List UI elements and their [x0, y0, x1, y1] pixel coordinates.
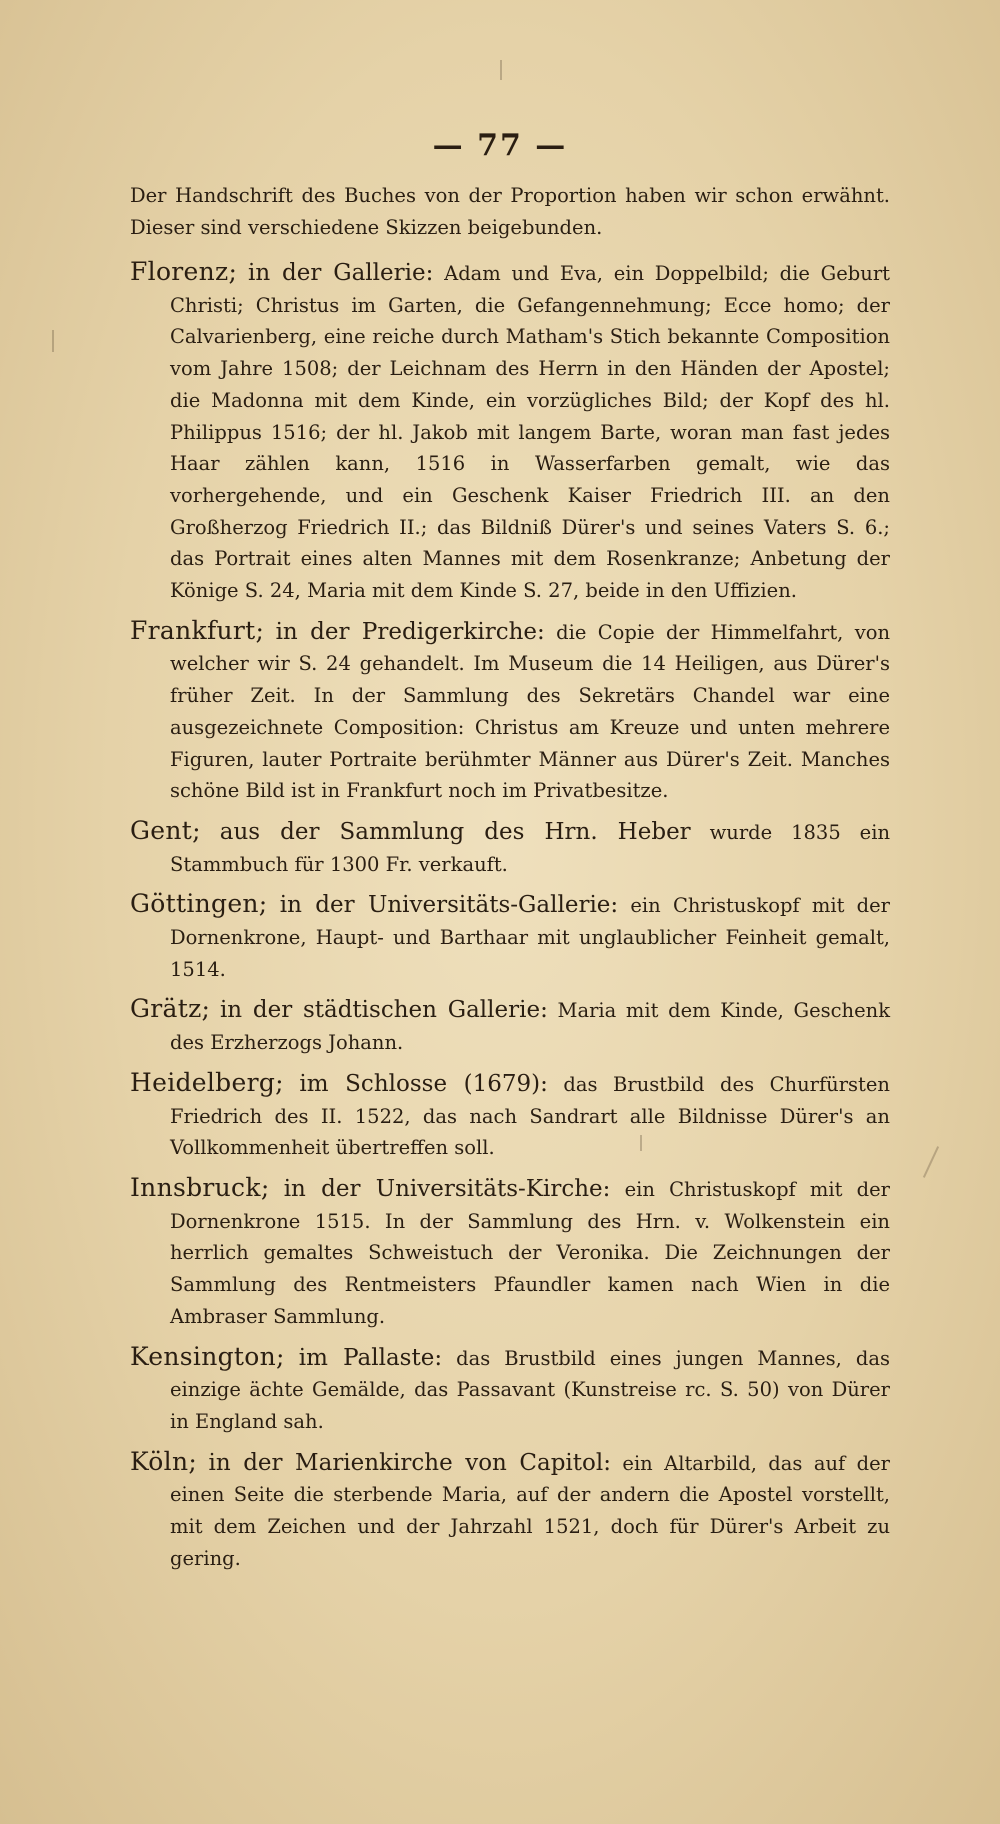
entry-location: im Schlosse (1679): — [299, 1070, 548, 1097]
entry-gent — [130, 815, 890, 880]
page-number: — 77 — — [432, 128, 568, 163]
entry-text: das Brustbild des Churfürsten Friedrich des II. 1522, das nach Sandrart alle Bildnisse Dürer's an Vollkommenheit übertreffen soll. — [170, 1072, 890, 1160]
entry-place: Heidelberg; — [130, 1067, 284, 1097]
entry-location: in der Predigerkirche: — [275, 618, 545, 645]
entry-goettingen — [130, 888, 890, 985]
entry-place: Innsbruck; — [130, 1172, 270, 1202]
entry-koeln — [130, 1446, 890, 1575]
entry-text: Adam und Eva, ein Doppelbild; die Geburt Christi; Christus im Garten, die Gefangennehmung; Ecce homo; der Calvarienberg, eine reiche durch Matham's Stich bekannte Composition vom Jahre 1508; der Leichnam des Herrn in den Händen der Apostel; die Madonna mit dem Kinde, ein vorzügliches Bild; der Kopf des hl. Philippus 1516; der hl. Jakob mit langem Barte, woran man fast jedes Haar zählen kann, 1516 in Wasserfarben gemalt, wie das vorhergehende, und ein Geschenk Kaiser Friedrich III. an den Großherzog Friedrich II.; das Bildniß Dürer's und seines Vaters S. 6.; das Portrait eines alten Mannes mit dem Rosenkranze; Anbetung der Könige S. 24, Maria mit dem Kinde S. 27, beide in den Uffizien. — [170, 262, 891, 603]
entry-florenz — [130, 256, 890, 607]
entry-location: in der Universitäts-Gallerie: — [279, 892, 619, 919]
entry-place: Florenz; — [130, 257, 238, 286]
entry-location: in der Gallerie: — [248, 260, 434, 286]
entry-location: aus der Sammlung des Hrn. Heber — [219, 818, 691, 845]
paper-mark — [500, 60, 502, 80]
entry-text: das Brustbild eines jungen Mannes, das einzige ächte Gemälde, das Passavant (Kunstreise rc. S. 50) von Dürer in England sah. — [170, 1346, 890, 1433]
entry-place: Köln; — [130, 1446, 198, 1476]
entry-place: Grätz; — [130, 994, 211, 1024]
entry-text: ein Altarbild, das auf der einen Seite die sterbende Maria, auf der andern die Apostel vorstellt, mit dem Zeichen und der Jahrzahl 1521, doch für Dürer's Arbeit zu gering. — [170, 1451, 890, 1570]
entry-text: ein Christuskopf mit der Dornenkrone, Haupt- und Barthaar mit unglaublicher Feinheit gemalt, 1514. — [170, 894, 891, 981]
entry-heidelberg — [130, 1067, 890, 1164]
entry-place: Göttingen; — [130, 889, 268, 919]
entry-kensington — [130, 1341, 890, 1438]
page-body — [130, 180, 890, 1582]
paper-mark — [923, 1146, 939, 1178]
entry-place: Kensington; — [130, 1341, 285, 1371]
entry-graetz — [130, 993, 890, 1058]
entry-location: im Pallaste: — [298, 1344, 443, 1371]
entry-frankfurt — [130, 615, 890, 807]
entry-text: Maria mit dem Kinde, Geschenk des Erzherzogs Johann. — [170, 999, 891, 1055]
entry-place: Gent; — [130, 815, 201, 845]
entry-text: ein Christuskopf mit der Dornenkrone 1515. In der Sammlung des Hrn. v. Wolkenstein ein herrlich gemaltes Schweistuch der Veronika. Die Zeichnungen der Sammlung des Rentmeisters Pfaundler kamen nach Wien in die Ambraser Sammlung. — [170, 1177, 890, 1328]
entry-location: in der Universitäts-Kirche: — [283, 1175, 611, 1202]
entry-text: wurde 1835 ein Stammbuch für 1300 Fr. verkauft. — [170, 820, 890, 876]
entry-innsbruck — [130, 1172, 890, 1333]
entry-location: in der städtischen Gallerie: — [219, 997, 548, 1024]
entry-location: in der Marienkirche von Capitol: — [208, 1449, 611, 1476]
intro-paragraph: Der Handschrift des Buches von der Proportion haben wir schon erwähnt. Dieser sind verschiedene Skizzen beigebunden. — [130, 184, 890, 239]
entry-text: die Copie der Himmelfahrt, von welcher wir S. 24 gehandelt. Im Museum die 14 Heiligen, aus Dürer's früher Zeit. In der Sammlung des Sekretärs Chandel war eine ausgezeichnete Composition: Christus am Kreuze und unten mehrere Figuren, lauter Portraite berühmter Männer aus Dürer's Zeit. Manches schöne Bild ist in Frankfurt noch im Privatbesitze. — [170, 620, 891, 803]
entry-place: Frankfurt; — [130, 615, 265, 645]
paper-mark — [52, 330, 54, 352]
